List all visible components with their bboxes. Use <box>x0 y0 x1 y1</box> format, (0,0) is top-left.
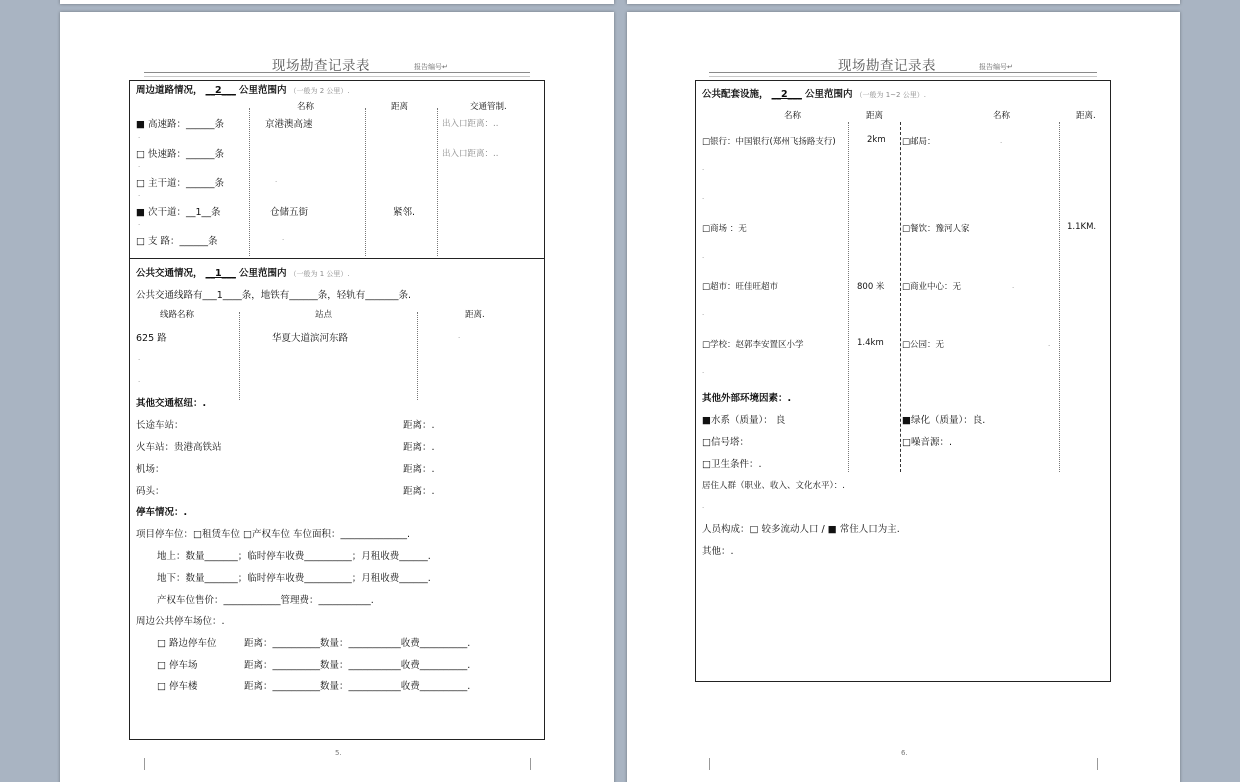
paragraph-mark: . <box>1048 340 1051 348</box>
paragraph-mark: . <box>1000 137 1003 145</box>
parking-ground-line: 地上：数量_______；临时停车收费__________；月租收费______. <box>157 551 431 562</box>
roads-col-divider-2 <box>365 108 366 256</box>
environment-noise: □噪音源：. <box>902 437 952 448</box>
hub-port: 码头： <box>136 486 165 497</box>
paragraph-mark: . <box>702 367 705 375</box>
facilities-col-distance: 距离 <box>866 111 884 121</box>
roads-col-distance: 距离 <box>391 102 409 112</box>
previous-page-bottom-left <box>60 0 614 4</box>
parking-garage-type: □ 停车楼 <box>157 681 198 692</box>
facility-school-distance: 1.4km <box>857 338 884 348</box>
paragraph-mark: . <box>138 354 141 362</box>
facility-business-center: □商业中心：无 <box>902 282 962 292</box>
document-page-5 <box>60 12 614 782</box>
parking-property-line: 产权车位售价：____________管理费：___________. <box>157 595 374 606</box>
paragraph-mark: . <box>702 309 705 317</box>
roads-col-traffic: 交通管制. <box>470 102 507 112</box>
other-line: 其他：. <box>702 546 734 557</box>
parking-roadside-type: □ 路边停车位 <box>157 638 217 649</box>
roads-heading: 周边道路情况， __2___ 公里范围内 （一般为 2 公里）. <box>136 85 350 96</box>
header-rule <box>144 72 530 73</box>
parking-nearby-heading: 周边公共停车场位：. <box>136 616 225 627</box>
header-rule <box>709 72 1097 73</box>
parking-garage-details: 距离：__________数量：___________收费__________. <box>244 681 471 692</box>
parking-heading: 停车情况：. <box>136 507 188 518</box>
transit-summary: 公共交通线路有___1____条，地铁有______条，轻轨有_______条. <box>136 290 412 301</box>
hub-airport: 机场： <box>136 464 165 475</box>
section-divider <box>129 258 545 259</box>
environment-signal-tower: □信号塔： <box>702 437 749 448</box>
crop-mark <box>530 758 531 770</box>
road-row-highway-name: 京港澳高速 <box>265 119 313 130</box>
hub-airport-distance: 距离：. <box>403 464 435 475</box>
road-row-branch-name: . <box>282 234 285 242</box>
facilities-heading: 公共配套设施， __2___ 公里范围内 （一般为 1~2 公里）. <box>702 89 926 100</box>
road-row-secondary-name: 仓储五街 <box>270 207 309 218</box>
transit-col-line: 线路名称 <box>160 310 195 320</box>
crop-mark <box>1097 758 1098 770</box>
hub-coach-distance: 距离：. <box>403 420 435 431</box>
environment-water: ■水系（质量）： 良 <box>702 415 786 426</box>
facility-dining-distance: 1.1KM. <box>1067 222 1097 232</box>
paragraph-mark: . <box>702 193 705 201</box>
facility-park: □公园：无 <box>902 340 945 350</box>
paragraph-mark: . <box>1012 282 1015 290</box>
road-row-expressway-traffic: 出入口距离：.. <box>442 149 499 159</box>
facilities-col-divider-1 <box>848 122 849 472</box>
parking-project-line: 项目停车位：□租赁车位 □产权车位 车位面积：______________. <box>136 529 411 540</box>
road-row-highway-label: ■ 高速路：______条 <box>136 119 225 130</box>
header-rule-thin <box>144 76 530 77</box>
paragraph-mark: . <box>138 190 141 198</box>
page-number: 5. <box>335 749 342 757</box>
parking-lot-details: 距离：__________数量：___________收费__________. <box>244 660 471 671</box>
road-row-expressway-label: □ 快速路：______条 <box>136 149 225 160</box>
previous-page-bottom-right <box>627 0 1180 4</box>
hub-coach-station: 长途车站： <box>136 420 184 431</box>
road-row-secondary-distance: 紧邻. <box>393 207 416 218</box>
paragraph-mark: . <box>138 132 141 140</box>
facility-dining: □餐饮：豫河人家 <box>902 224 970 234</box>
paragraph-mark: . <box>702 164 705 172</box>
parking-underground-line: 地下：数量_______；临时停车收费__________；月租收费______. <box>157 573 431 584</box>
facility-school: □学校：赵郭李安置区小学 <box>702 340 804 350</box>
road-row-branch-label: □ 支 路：______条 <box>136 236 218 247</box>
crop-mark <box>144 758 145 770</box>
hub-train-distance: 距离：. <box>403 442 435 453</box>
transit-col-divider-1 <box>239 312 240 400</box>
document-page-6 <box>627 12 1180 782</box>
facility-supermarket: □超市：旺佳旺超市 <box>702 282 779 292</box>
paragraph-mark: . <box>702 502 705 510</box>
report-number-label: 报告编号↵ <box>414 63 448 71</box>
page-title: 现场勘查记录表 <box>838 58 936 74</box>
roads-col-name: 名称 <box>297 102 315 112</box>
road-row-highway-traffic: 出入口距离：.. <box>442 119 499 129</box>
paragraph-mark: . <box>702 252 705 260</box>
road-row-arterial-label: □ 主干道：______条 <box>136 178 225 189</box>
hubs-heading: 其他交通枢纽：. <box>136 398 207 409</box>
crop-mark <box>709 758 710 770</box>
paragraph-mark: . <box>138 219 141 227</box>
hub-train-station: 火车站：贵港高铁站 <box>136 442 222 453</box>
residents-line: 居住人群（职业、收入、文化水平）：. <box>702 481 845 491</box>
parking-roadside-details: 距离：__________数量：___________收费__________. <box>244 638 471 649</box>
header-rule-thin <box>709 76 1097 77</box>
paragraph-mark: . <box>138 161 141 169</box>
page-title: 现场勘查记录表 <box>272 58 370 74</box>
parking-lot-type: □ 停车场 <box>157 660 198 671</box>
environment-sanitation: □卫生条件：. <box>702 459 762 470</box>
paragraph-mark: . <box>458 332 461 340</box>
facility-post-office: □邮局： <box>902 137 936 147</box>
facility-bank: □银行：中国银行(郑州飞扬路支行) <box>702 137 836 147</box>
transit-col-distance: 距离. <box>465 310 485 320</box>
transit-col-stop: 站点 <box>315 310 333 320</box>
composition-line: 人员构成：□ 较多流动人口 / ■ 常住人口为主. <box>702 524 900 535</box>
facility-supermarket-distance: 800 米 <box>857 282 885 292</box>
facilities-center-divider <box>900 122 901 472</box>
roads-col-divider-1 <box>249 108 250 256</box>
facilities-col-divider-3 <box>1059 122 1060 472</box>
road-row-arterial-name: . <box>275 176 278 184</box>
road-row-secondary-label: ■ 次干道：__1__条 <box>136 207 221 218</box>
facilities-col-name: 名称 <box>784 111 802 121</box>
hub-port-distance: 距离：. <box>403 486 435 497</box>
facilities-col-distance-2: 距离. <box>1076 111 1096 121</box>
report-number-label: 报告编号↵ <box>979 63 1013 71</box>
roads-col-divider-3 <box>437 108 438 256</box>
transit-line-name: 625 路 <box>136 333 167 344</box>
environment-heading: 其他外部环境因素：. <box>702 393 792 404</box>
page-number: 6. <box>901 749 908 757</box>
facility-mall: □商场 ：无 <box>702 224 747 234</box>
facility-bank-distance: 2km <box>867 135 886 145</box>
transit-col-divider-2 <box>417 312 418 400</box>
environment-green: ■绿化（质量）：良. <box>902 415 986 426</box>
transit-stop-name: 华夏大道滨河东路 <box>272 333 349 344</box>
survey-table-border <box>695 80 1111 682</box>
facilities-col-name-2: 名称 <box>993 111 1011 121</box>
paragraph-mark: . <box>138 376 141 384</box>
transit-heading: 公共交通情况， __1___ 公里范围内 （一般为 1 公里）. <box>136 268 350 279</box>
